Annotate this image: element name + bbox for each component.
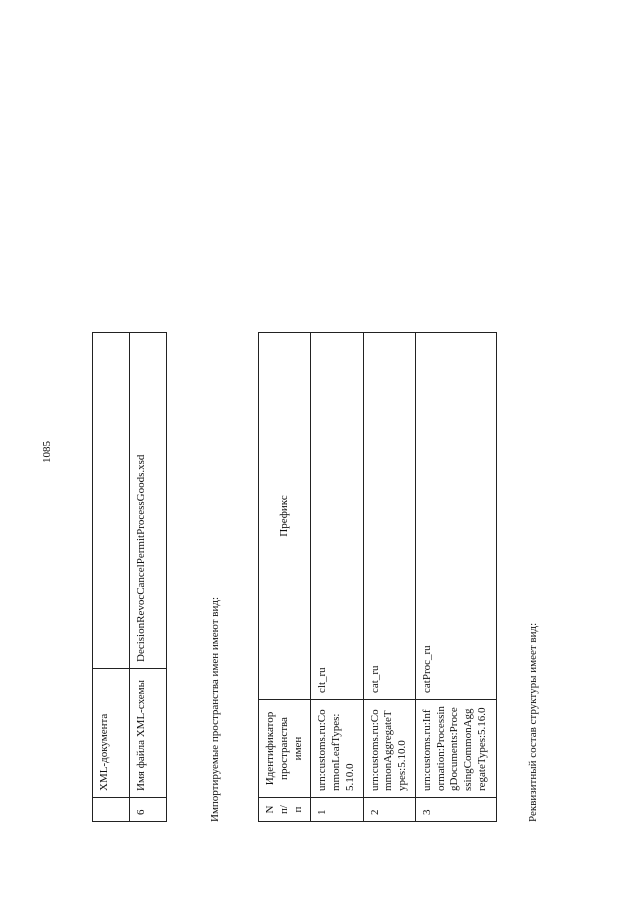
structure-caption: Реквизитный состав структуры имеет вид: bbox=[527, 622, 539, 822]
row-number: 1 bbox=[311, 798, 363, 822]
row-value bbox=[93, 333, 130, 669]
namespace-prefix: cat_ru bbox=[363, 333, 415, 700]
namespace-prefix: clt_ru bbox=[311, 333, 363, 700]
page-number: 1085 bbox=[41, 441, 53, 463]
header-number: N п/п bbox=[259, 798, 311, 822]
row-number: 3 bbox=[415, 798, 496, 822]
row-label: Имя файла XML-схемы bbox=[130, 669, 167, 798]
table-row bbox=[415, 333, 496, 822]
row-number: 6 bbox=[130, 798, 167, 822]
namespace-id: urn:customs.ru:CommonAggregateTypes:5.10.0 bbox=[363, 700, 415, 798]
namespaces-table bbox=[258, 332, 497, 822]
header-prefix: Префикс bbox=[259, 333, 311, 700]
table-row bbox=[363, 333, 415, 822]
namespace-prefix: catProc_ru bbox=[415, 333, 496, 700]
schema-info-table bbox=[92, 332, 167, 822]
table-row bbox=[93, 333, 130, 822]
namespaces-caption: Импортируемые пространства имен имеют вид: bbox=[209, 596, 221, 822]
row-number bbox=[93, 798, 130, 822]
table-header-row bbox=[259, 333, 311, 822]
header-namespace-id: Идентификатор пространства имен bbox=[259, 700, 311, 798]
namespace-id: urn:customs.ru:CommonLeafTypes:5.10.0 bbox=[311, 700, 363, 798]
row-value: DecisionRevocCancelPermitProcessGoods.xsd bbox=[130, 333, 167, 669]
namespace-id: urn:customs.ru:Information:ProcessingDocuments:ProcessingCommonAggregateTypes:5.16.0 bbox=[415, 700, 496, 798]
row-number: 2 bbox=[363, 798, 415, 822]
table-row bbox=[311, 333, 363, 822]
table-row bbox=[130, 333, 167, 822]
row-label: XML-документа bbox=[93, 669, 130, 798]
